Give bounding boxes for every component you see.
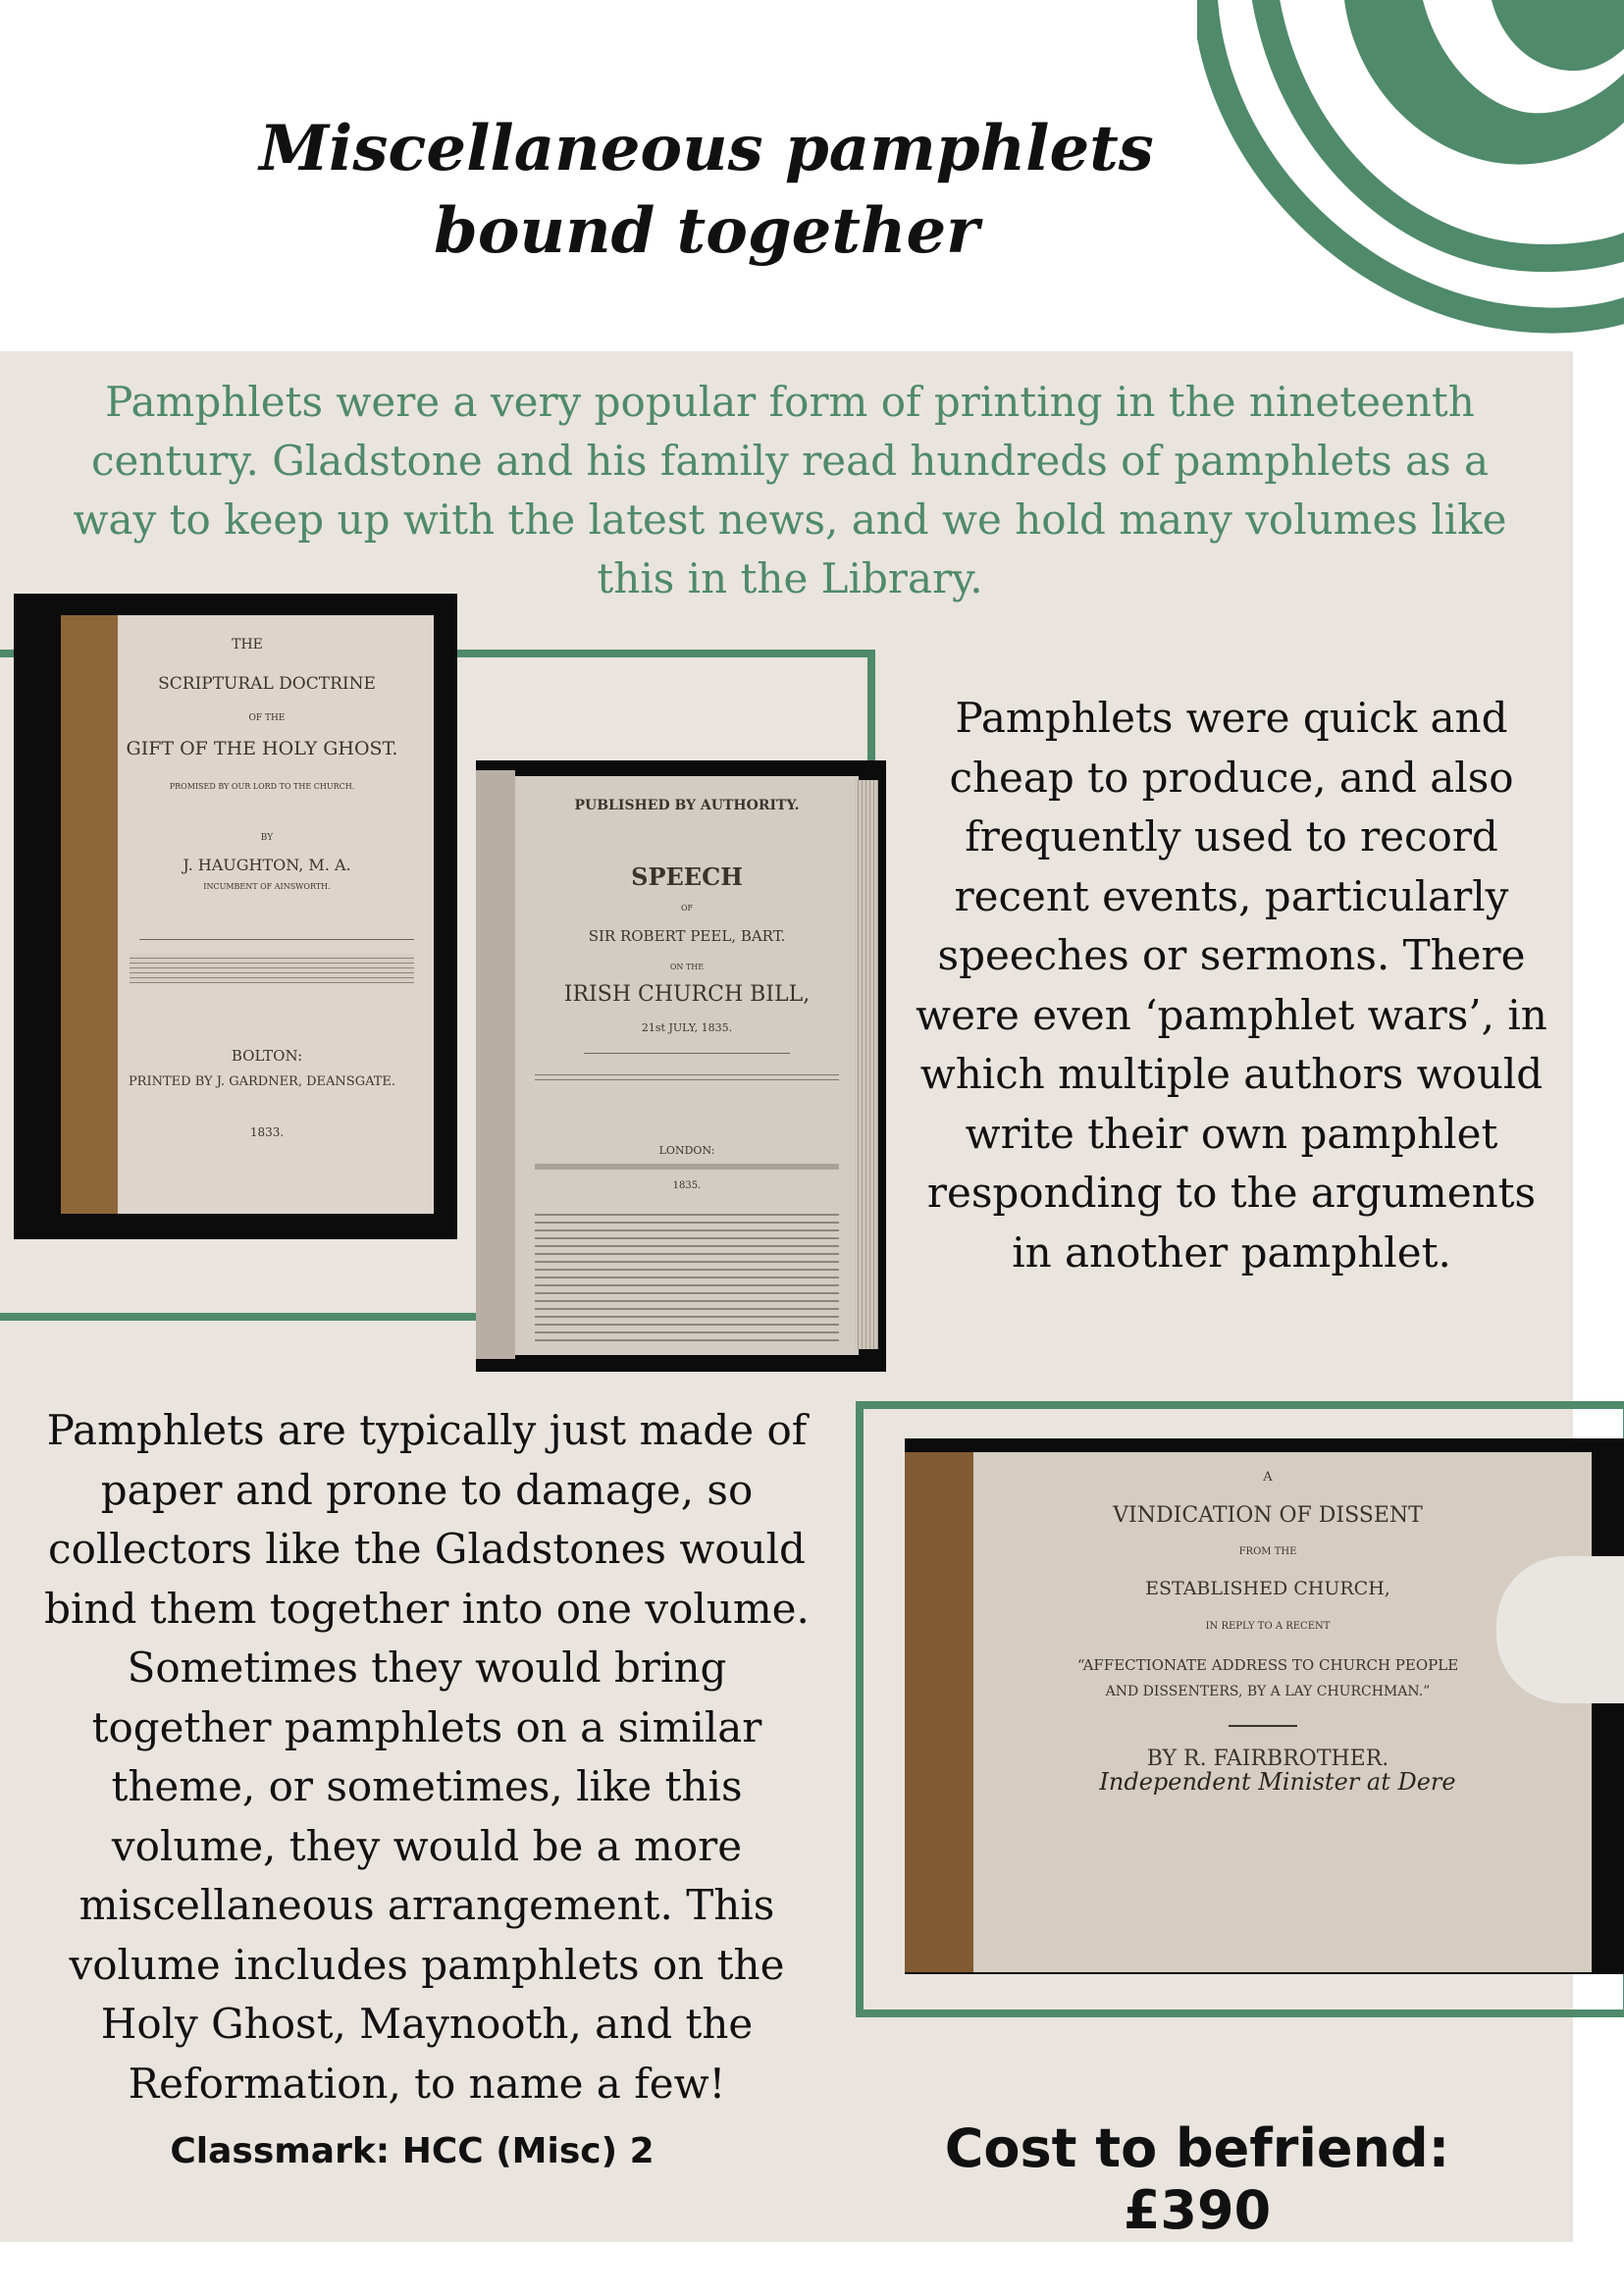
page-text: 1835. bbox=[672, 1180, 702, 1191]
page-edges bbox=[855, 780, 878, 1349]
pamphlet-page bbox=[515, 776, 859, 1355]
page-text: LONDON: bbox=[658, 1144, 715, 1157]
photo-vindication-of-dissent bbox=[905, 1438, 1624, 1974]
page-text: BOLTON: bbox=[231, 1047, 303, 1065]
page-text: SPEECH bbox=[631, 862, 743, 891]
page-text: IRISH CHURCH BILL, bbox=[563, 982, 811, 1007]
rule bbox=[139, 939, 414, 940]
rule bbox=[584, 1053, 790, 1054]
page-text: IN REPLY TO A RECENT bbox=[1205, 1621, 1331, 1632]
page-text: 21st JULY, 1835. bbox=[641, 1021, 733, 1034]
left-column-text: Pamphlets are typically just made of paper and prone to damage, so collectors like the Gladstones would bind them together into one volume. Sometimes they would bring together pamphlets on a similar theme, or sometimes, like this volume, they would be a more miscellaneous arrangement. This volume includes pamphlets on the Holy Ghost, Maynooth, and the Reformation, to name a few! bbox=[44, 1406, 810, 2108]
page-title bbox=[196, 108, 1217, 273]
photo-peel-speech bbox=[476, 760, 886, 1372]
advert-lines bbox=[535, 1208, 839, 1345]
price-line bbox=[535, 1070, 839, 1080]
page-text: THE bbox=[232, 637, 263, 652]
photo-scriptural-doctrine bbox=[14, 594, 457, 1239]
page-text: GIFT OF THE HOLY GHOST. bbox=[126, 738, 398, 759]
intro-paragraph: Pamphlets were a very popular form of printing in the nineteenth century. Gladstone and his family read hundreds of pamphlets as a way to keep up with the latest news, and we hold many volumes like this in the Library. bbox=[73, 378, 1507, 602]
page-text: BY bbox=[260, 833, 274, 843]
page-text: AND DISSENTERS, BY A LAY CHURCHMAN.” bbox=[1105, 1684, 1431, 1699]
swirl-logo bbox=[1197, 0, 1624, 334]
page-text: PUBLISHED BY AUTHORITY. bbox=[574, 798, 800, 813]
publisher-line bbox=[535, 1164, 839, 1170]
thumb bbox=[1496, 1556, 1624, 1703]
page-text: SCRIPTURAL DOCTRINE bbox=[158, 674, 376, 694]
page-text: “AFFECTIONATE ADDRESS TO CHURCH PEOPLE bbox=[1076, 1656, 1459, 1674]
cost-to-befriend: Cost to befriend: £390 bbox=[944, 2117, 1450, 2241]
pamphlet-page bbox=[61, 615, 434, 1214]
page-text: ON THE bbox=[669, 963, 705, 971]
classmark: Classmark: HCC (Misc) 2 bbox=[170, 2131, 655, 2171]
handwritten-note: Independent Minister at Dere bbox=[1099, 1768, 1456, 1796]
page-text: INCUMBENT OF AINSWORTH. bbox=[203, 882, 331, 891]
page-text: 1833. bbox=[249, 1125, 285, 1139]
page-text: SIR ROBERT PEEL, BART. bbox=[588, 927, 786, 945]
book-spine bbox=[905, 1452, 973, 1972]
page-text: VINDICATION OF DISSENT bbox=[1113, 1503, 1423, 1528]
facing-page bbox=[476, 770, 515, 1359]
book-spine bbox=[61, 615, 118, 1214]
page-text: A bbox=[1263, 1470, 1273, 1485]
page-text: PROMISED BY OUR LORD TO THE CHURCH. bbox=[169, 782, 355, 791]
page-text: FROM THE bbox=[1238, 1546, 1297, 1557]
page-text: OF THE bbox=[248, 713, 286, 723]
rule bbox=[1229, 1725, 1297, 1727]
pamphlet-page bbox=[905, 1452, 1592, 1972]
title-line-2: bound together bbox=[434, 194, 979, 268]
right-column-text: Pamphlets were quick and cheap to produce, and also frequently used to record recent events, particularly speeches or sermons. There were even ‘pamphlet wars’, in which multiple authors would write their own pamphlet responding to the arguments in another pamphlet. bbox=[916, 694, 1547, 1277]
page-text: OF bbox=[680, 904, 694, 913]
page-text: J. HAUGHTON, M. A. bbox=[183, 856, 351, 874]
page-text: BY R. FAIRBROTHER. bbox=[1146, 1747, 1389, 1771]
page-text: PRINTED BY J. GARDNER, DEANSGATE. bbox=[128, 1074, 396, 1089]
page-text: ESTABLISHED CHURCH, bbox=[1145, 1578, 1390, 1599]
title-line-1: Miscellaneous pamphlets bbox=[259, 112, 1154, 185]
epigraph-lines bbox=[130, 954, 414, 983]
